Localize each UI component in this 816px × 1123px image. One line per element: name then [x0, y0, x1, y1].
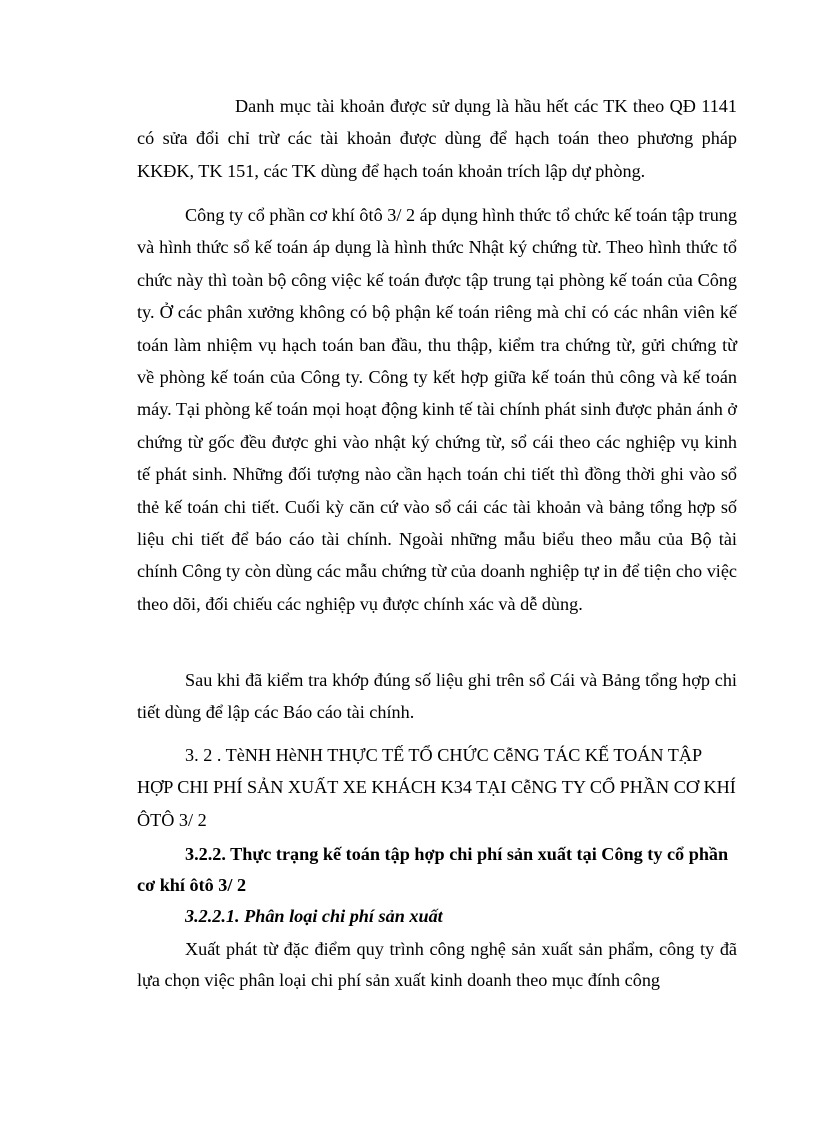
subsection-heading: 3.2.2. Thực trạng kế toán tập hợp chi phí sản xuất tại Công ty cổ phần cơ khí ôtô 3/ 2 [137, 844, 729, 895]
paragraph-account-list: Danh mục tài khoản được sử dụng là hầu hết các TK theo QĐ 1141 có sửa đổi chỉ trừ các tài khoản được dùng để hạch toán theo phương pháp KKĐK, TK 151, các TK dùng để hạch toán khoản trích lập dự phòng. [137, 96, 737, 181]
paragraph-accounting-organization: Công ty cổ phần cơ khí ôtô 3/ 2 áp dụng hình thức tổ chức kế toán tập trung và hình thức sổ kế toán áp dụng là hình thức Nhật ký chứng từ. Theo hình thức tổ chức này thì toàn bộ công việc kế toán được tập trung tại phòng kế toán của Công ty. Ở các phân xưởng không có bộ phận kế toán riêng mà chỉ có các nhân viên kế toán làm nhiệm vụ hạch toán ban đầu, thu thập, kiểm tra chứng từ, gửi chứng từ về phòng kế toán của Công ty. Công ty kết hợp giữa kế toán thủ công và kế toán máy. Tại phòng kế toán mọi hoạt động kinh tế tài chính phát sinh được phản ánh ở chứng từ gốc đều được ghi vào nhật ký chứng từ, sổ cái theo các nghiệp vụ kinh tế phát sinh. Những đối tượng nào cần hạch toán chi tiết thì đồng thời ghi vào sổ thẻ kế toán chi tiết. Cuối kỳ căn cứ vào sổ cái các tài khoản và bảng tổng hợp số liệu chi tiết để báo cáo tài chính. Ngoài những mẫu biểu theo mẫu của Bộ tài chính Công ty còn dùng các mẫu chứng từ của doanh nghiệp tự in để tiện cho việc theo dõi, đối chiếu các nghiệp vụ được chính xác và dễ dùng. [137, 205, 737, 614]
paragraph-cost-classification: Xuất phát từ đặc điểm quy trình công nghệ sản xuất sản phẩm, công ty đã lựa chọn việc phân loại chi phí sản xuất kinh doanh theo mục đính công [137, 939, 737, 990]
subsubsection-heading: 3.2.2.1. Phân loại chi phí sản xuất [185, 906, 443, 926]
section-heading: 3. 2 . TèNH HèNH THỰC TẾ TỔ CHỨC CễNG TÁC KẾ TOÁN TẬP HỢP CHI PHÍ SẢN XUẤT XE KHÁCH K34 TẠI CễNG TY CỔ PHẦN CƠ KHÍ ÔTÔ 3/ 2 [137, 745, 736, 830]
paragraph-reconciliation: Sau khi đã kiểm tra khớp đúng số liệu ghi trên sổ Cái và Bảng tổng hợp chi tiết dùng để lập các Báo cáo tài chính. [137, 670, 737, 723]
